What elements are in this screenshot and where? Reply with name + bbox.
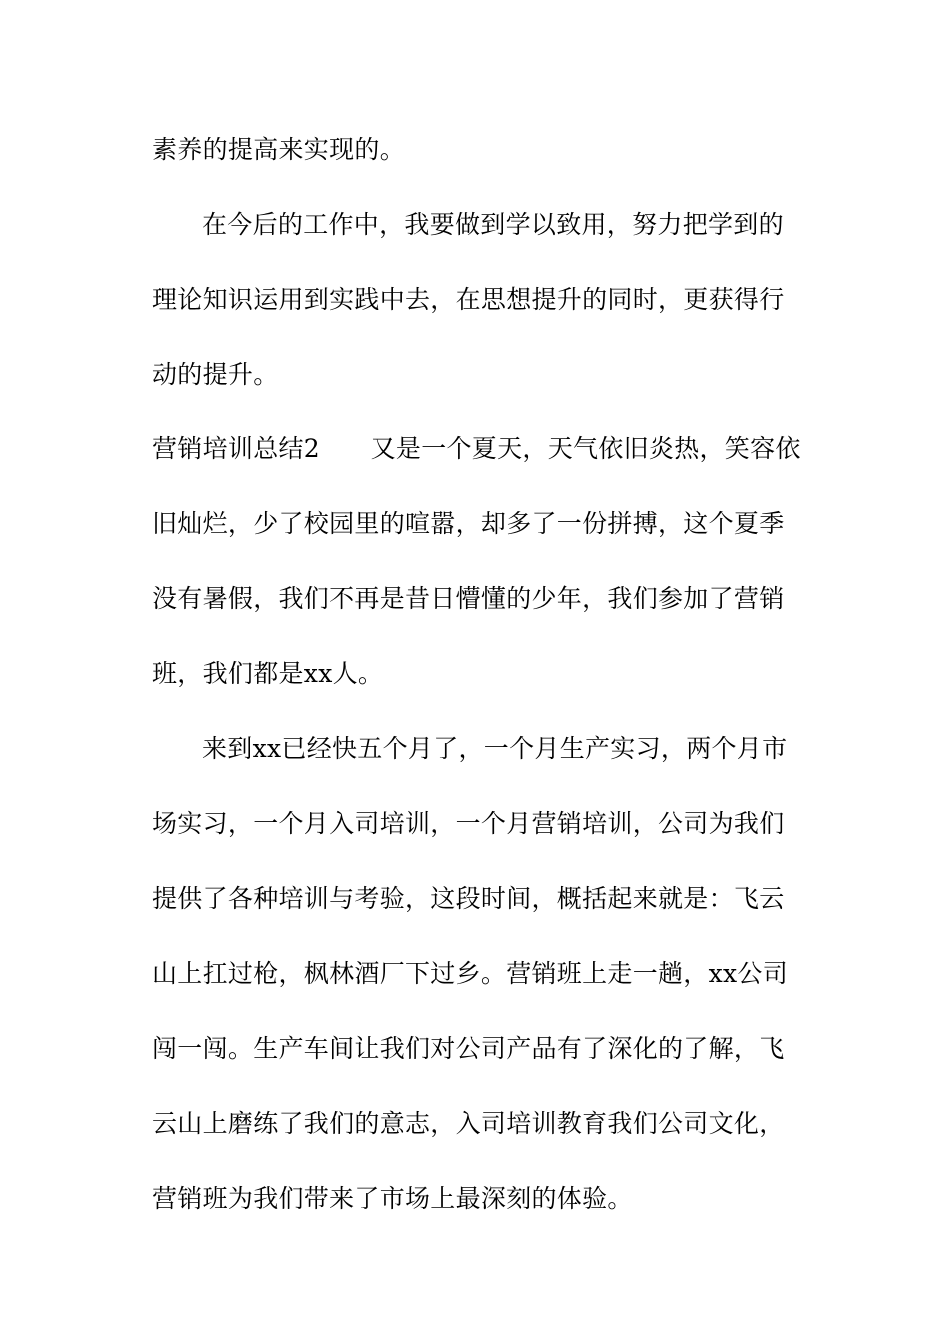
text-line: 提供了各种培训与考验，这段时间，概括起来就是：飞云: [152, 884, 785, 913]
paragraph-start-line: 在今后的工作中，我要做到学以致用，努力把学到的: [202, 210, 784, 239]
section-title-line: 营销培训总结2 又是一个夏天，天气依旧炎热，笑容依: [152, 434, 801, 463]
text-line: 理论知识运用到实践中去，在思想提升的同时，更获得行: [152, 285, 785, 314]
text-line: 旧灿烂，少了校园里的喧嚣，却多了一份拼搏，这个夏季: [152, 509, 785, 538]
text-line: 场实习，一个月入司培训，一个月营销培训，公司为我们: [152, 809, 785, 838]
text-line: 素养的提高来实现的。: [152, 135, 406, 164]
text-line: 山上扛过枪，枫林酒厂下过乡。营销班上走一趟，xx公司: [152, 959, 789, 988]
paragraph-start-line: 来到xx已经快五个月了，一个月生产实习，两个月市: [202, 734, 788, 763]
text-line: 闯一闯。生产车间让我们对公司产品有了深化的了解，飞: [152, 1034, 785, 1063]
text-line: 营销班为我们带来了市场上最深刻的体验。: [152, 1184, 633, 1213]
text-line: 动的提升。: [152, 360, 279, 389]
text-line: 云山上磨练了我们的意志，入司培训教育我们公司文化，: [152, 1109, 785, 1138]
text-line: 没有暑假，我们不再是昔日懵懂的少年，我们参加了营销: [152, 584, 785, 613]
text-line: 班，我们都是xx人。: [152, 659, 384, 688]
